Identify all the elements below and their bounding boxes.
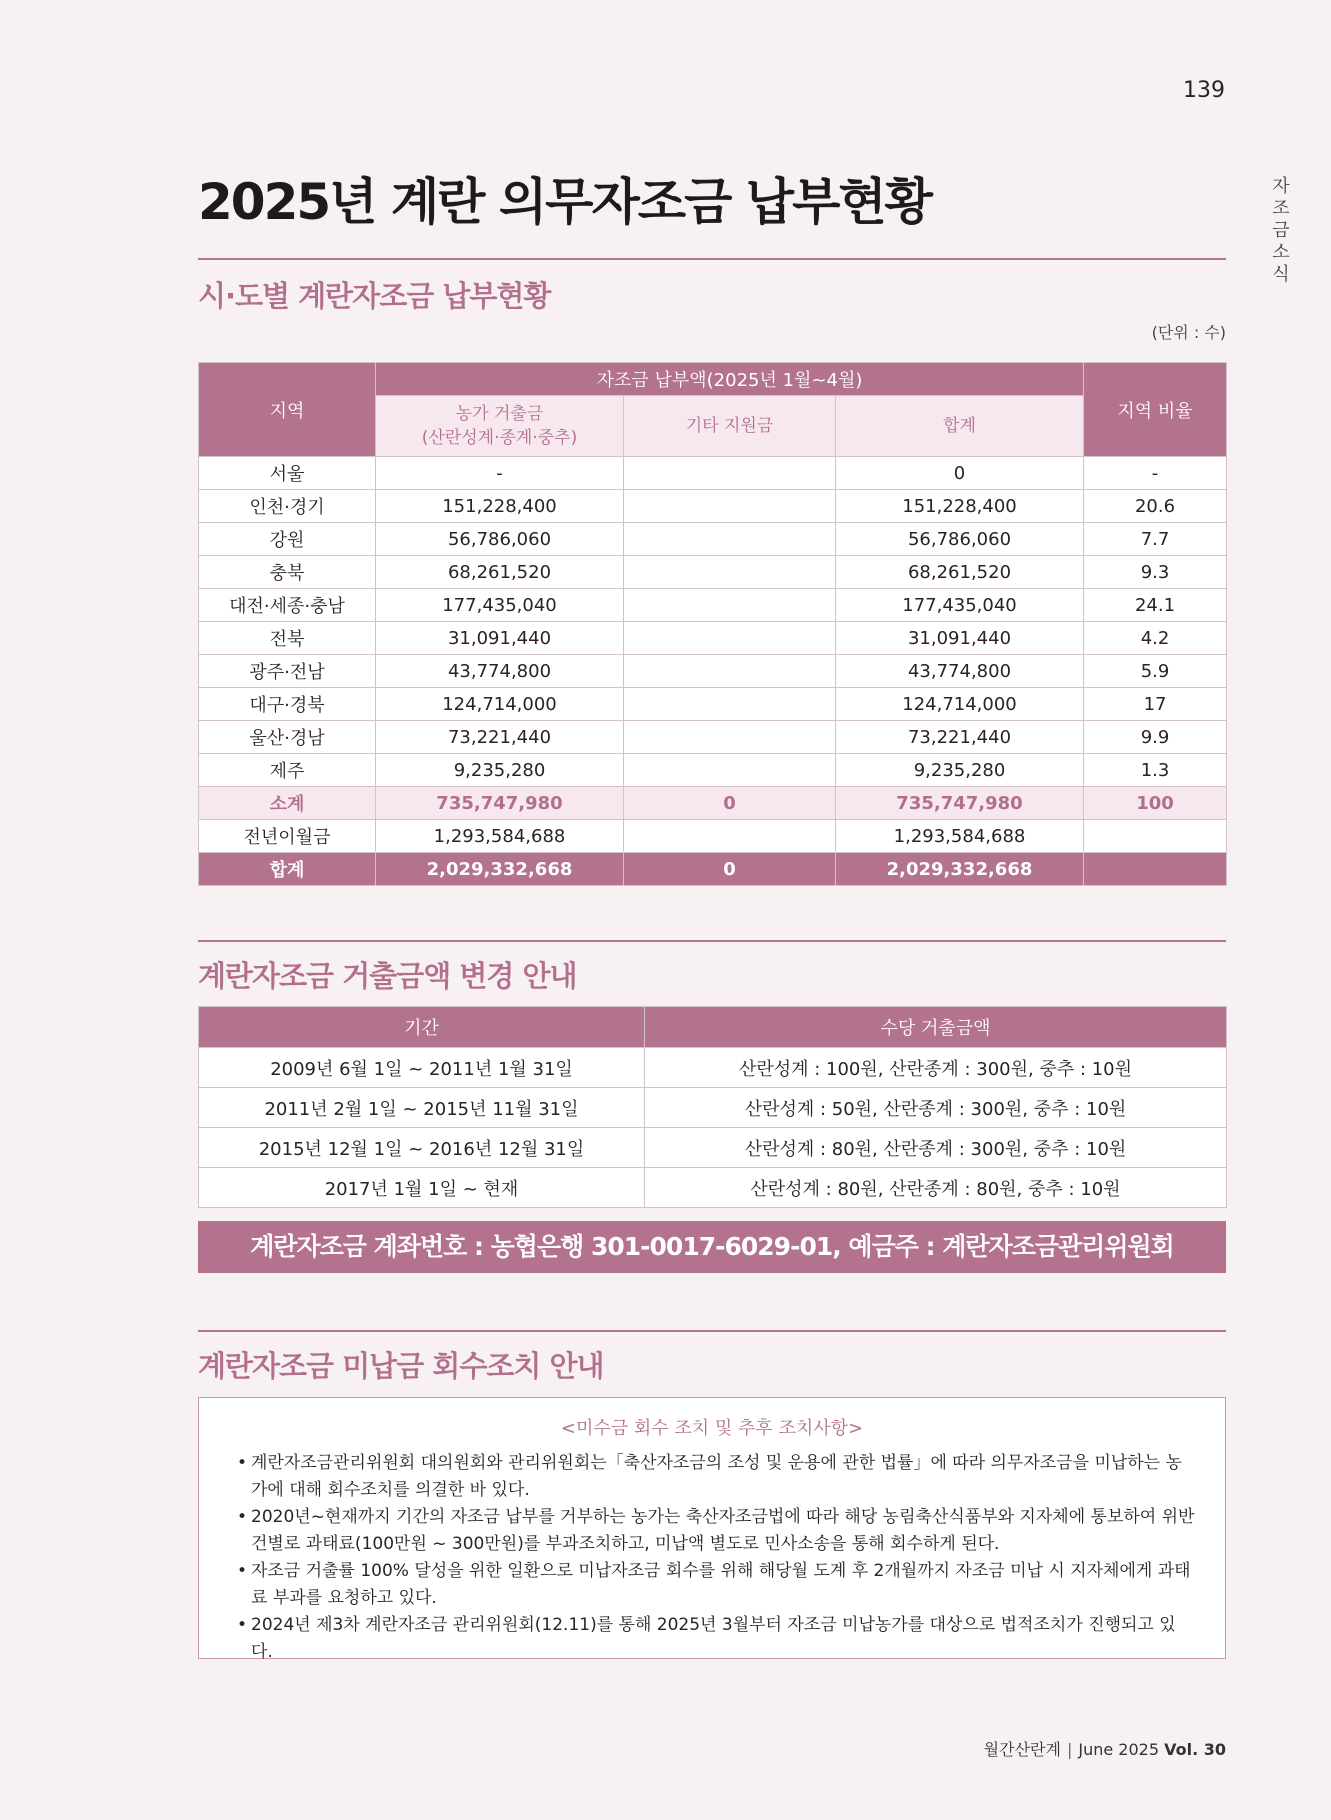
cell-period: 2015년 12월 1일 ~ 2016년 12월 31일 (199, 1128, 645, 1168)
cell-other (624, 688, 836, 721)
cell-farm: 2,029,332,668 (376, 853, 624, 886)
cell-total: 177,435,040 (836, 589, 1084, 622)
table-row (199, 1088, 1227, 1128)
section-title-payment-status: 시·도별 계란자조금 납부현황 (198, 279, 551, 313)
divider (198, 940, 1226, 942)
cell-other: 0 (624, 853, 836, 886)
page-title: 2025년 계란 의무자조금 납부현황 (198, 173, 931, 231)
cell-region: 합계 (199, 853, 376, 886)
cell-total: 43,774,800 (836, 655, 1084, 688)
table-row (199, 622, 1227, 655)
cell-period: 2009년 6월 1일 ~ 2011년 1월 31일 (199, 1048, 645, 1088)
cell-ratio: 20.6 (1084, 490, 1227, 523)
section-title-rate-change: 계란자조금 거출금액 변경 안내 (198, 959, 577, 993)
divider (198, 1330, 1226, 1332)
side-label-char: 자 (1272, 176, 1290, 197)
side-label-char: 조 (1272, 198, 1290, 219)
cell-farm: 73,221,440 (376, 721, 624, 754)
cell-farm: - (376, 457, 624, 490)
cell-total: 56,786,060 (836, 523, 1084, 556)
table-row (199, 688, 1227, 721)
header-total: 합계 (836, 396, 1084, 457)
cell-farm: 1,293,584,688 (376, 820, 624, 853)
cell-ratio: 1.3 (1084, 754, 1227, 787)
cell-total: 2,029,332,668 (836, 853, 1084, 886)
page-number: 139 (1183, 78, 1225, 103)
cell-total: 151,228,400 (836, 490, 1084, 523)
collection-notice-box (198, 1397, 1226, 1662)
table-row (199, 655, 1227, 688)
list-item: • 계란자조금관리위원회 대의원회와 관리위원회는「축산자조금의 조성 및 운용에 관한 법률」에 따라 의무자조금을 미납하는 농가에 대해 회수조치를 의결한 바 있다. (237, 1450, 1197, 1504)
cell-period: 2017년 1월 1일 ~ 현재 (199, 1168, 645, 1208)
contribution-rate-table (198, 1006, 1227, 1208)
cell-other (624, 523, 836, 556)
table-row (199, 523, 1227, 556)
cell-region: 대구·경북 (199, 688, 376, 721)
header-farm-line2: (산란성계·종계·중추) (421, 428, 578, 448)
cell-ratio: - (1084, 457, 1227, 490)
header-amount: 수당 거출금액 (645, 1007, 1227, 1048)
cell-other (624, 655, 836, 688)
cell-region: 울산·경남 (199, 721, 376, 754)
table-row (199, 589, 1227, 622)
header-region: 지역 (199, 363, 376, 457)
cell-other: 0 (624, 787, 836, 820)
cell-region: 제주 (199, 754, 376, 787)
carryover-row (199, 820, 1227, 853)
cell-farm: 43,774,800 (376, 655, 624, 688)
cell-other (624, 457, 836, 490)
cell-amount: 산란성계 : 80원, 산란종계 : 300원, 중추 : 10원 (645, 1128, 1227, 1168)
header-farm-contribution (376, 396, 624, 457)
footer-separator: | (1066, 1740, 1073, 1759)
cell-region: 전북 (199, 622, 376, 655)
table-row (199, 1168, 1227, 1208)
cell-farm: 56,786,060 (376, 523, 624, 556)
cell-farm: 9,235,280 (376, 754, 624, 787)
grand-total-row (199, 853, 1227, 886)
side-label-char: 식 (1272, 264, 1290, 285)
list-item: • 자조금 거출률 100% 달성을 위한 일환으로 미납자조금 회수를 위해 해당월 도계 후 2개월까지 자조금 미납 시 지자체에게 과태료 부과를 요청하고 있다. (237, 1558, 1197, 1612)
header-ratio: 지역 비율 (1084, 363, 1227, 457)
unit-label: (단위 : 수) (1151, 323, 1226, 342)
cell-ratio (1084, 853, 1227, 886)
cell-other (624, 490, 836, 523)
footer-magazine: 월간산란계 (983, 1740, 1061, 1759)
cell-amount: 산란성계 : 80원, 산란종계 : 80원, 중추 : 10원 (645, 1168, 1227, 1208)
subtotal-row (199, 787, 1227, 820)
header-period: 기간 (199, 1007, 645, 1048)
notice-box-title: <미수금 회수 조치 및 추후 조치사항> (560, 1418, 864, 1439)
header-payment-group: 자조금 납부액(2025년 1월~4월) (376, 363, 1084, 396)
cell-farm: 735,747,980 (376, 787, 624, 820)
footer-volume: Vol. 30 (1164, 1740, 1226, 1759)
side-label-char: 소 (1272, 242, 1290, 263)
cell-region: 전년이월금 (199, 820, 376, 853)
cell-region: 대전·세종·충남 (199, 589, 376, 622)
cell-farm: 68,261,520 (376, 556, 624, 589)
account-info-banner: 계란자조금 계좌번호 : 농협은행 301-0017-6029-01, 예금주 : 계란자조금관리위원회 (198, 1221, 1226, 1273)
table-row (199, 1048, 1227, 1088)
cell-total: 1,293,584,688 (836, 820, 1084, 853)
cell-other (624, 589, 836, 622)
cell-total: 735,747,980 (836, 787, 1084, 820)
cell-other (624, 721, 836, 754)
notice-list (237, 1450, 1197, 1666)
cell-ratio: 9.3 (1084, 556, 1227, 589)
page-footer (900, 1737, 1226, 1760)
list-item: • 2024년 제3차 계란자조금 관리위원회(12.11)를 통해 2025년 3월부터 자조금 미납농가를 대상으로 법적조치가 진행되고 있다. (237, 1612, 1197, 1666)
cell-region: 충북 (199, 556, 376, 589)
header-farm-line1: 농가 거출금 (455, 404, 544, 424)
header-other-support: 기타 지원금 (624, 396, 836, 457)
table-row (199, 457, 1227, 490)
cell-farm: 177,435,040 (376, 589, 624, 622)
cell-ratio (1084, 820, 1227, 853)
cell-amount: 산란성계 : 100원, 산란종계 : 300원, 중추 : 10원 (645, 1048, 1227, 1088)
cell-amount: 산란성계 : 50원, 산란종계 : 300원, 중추 : 10원 (645, 1088, 1227, 1128)
cell-region: 인천·경기 (199, 490, 376, 523)
cell-other (624, 754, 836, 787)
cell-total: 73,221,440 (836, 721, 1084, 754)
side-label-char: 금 (1272, 220, 1290, 241)
list-item: • 2020년~현재까지 기간의 자조금 납부를 거부하는 농가는 축산자조금법에 따라 해당 농림축산식품부와 지자체에 통보하여 위반 건별로 과태료(100만원 ~ 300만원)를 부과조치하고, 미납액 별도로 민사소송을 통해 회수하게 된다. (237, 1504, 1197, 1558)
cell-total: 31,091,440 (836, 622, 1084, 655)
divider (198, 258, 1226, 260)
cell-region: 광주·전남 (199, 655, 376, 688)
cell-farm: 124,714,000 (376, 688, 624, 721)
cell-period: 2011년 2월 1일 ~ 2015년 11월 31일 (199, 1088, 645, 1128)
cell-ratio: 9.9 (1084, 721, 1227, 754)
cell-ratio: 4.2 (1084, 622, 1227, 655)
cell-region: 서울 (199, 457, 376, 490)
cell-total: 9,235,280 (836, 754, 1084, 787)
cell-other (624, 622, 836, 655)
cell-ratio: 5.9 (1084, 655, 1227, 688)
cell-farm: 151,228,400 (376, 490, 624, 523)
side-section-label (1266, 176, 1296, 286)
cell-ratio: 17 (1084, 688, 1227, 721)
cell-farm: 31,091,440 (376, 622, 624, 655)
cell-other (624, 820, 836, 853)
table-row (199, 754, 1227, 787)
cell-total: 68,261,520 (836, 556, 1084, 589)
cell-total: 0 (836, 457, 1084, 490)
regional-payment-table (198, 362, 1227, 886)
table-row (199, 556, 1227, 589)
footer-date: June 2025 (1078, 1740, 1159, 1759)
cell-region: 소계 (199, 787, 376, 820)
section-title-collection: 계란자조금 미납금 회수조치 안내 (198, 1349, 604, 1383)
cell-region: 강원 (199, 523, 376, 556)
table-row (199, 490, 1227, 523)
table-row (199, 721, 1227, 754)
cell-ratio: 7.7 (1084, 523, 1227, 556)
cell-ratio: 100 (1084, 787, 1227, 820)
cell-ratio: 24.1 (1084, 589, 1227, 622)
cell-other (624, 556, 836, 589)
cell-total: 124,714,000 (836, 688, 1084, 721)
table-row (199, 1128, 1227, 1168)
